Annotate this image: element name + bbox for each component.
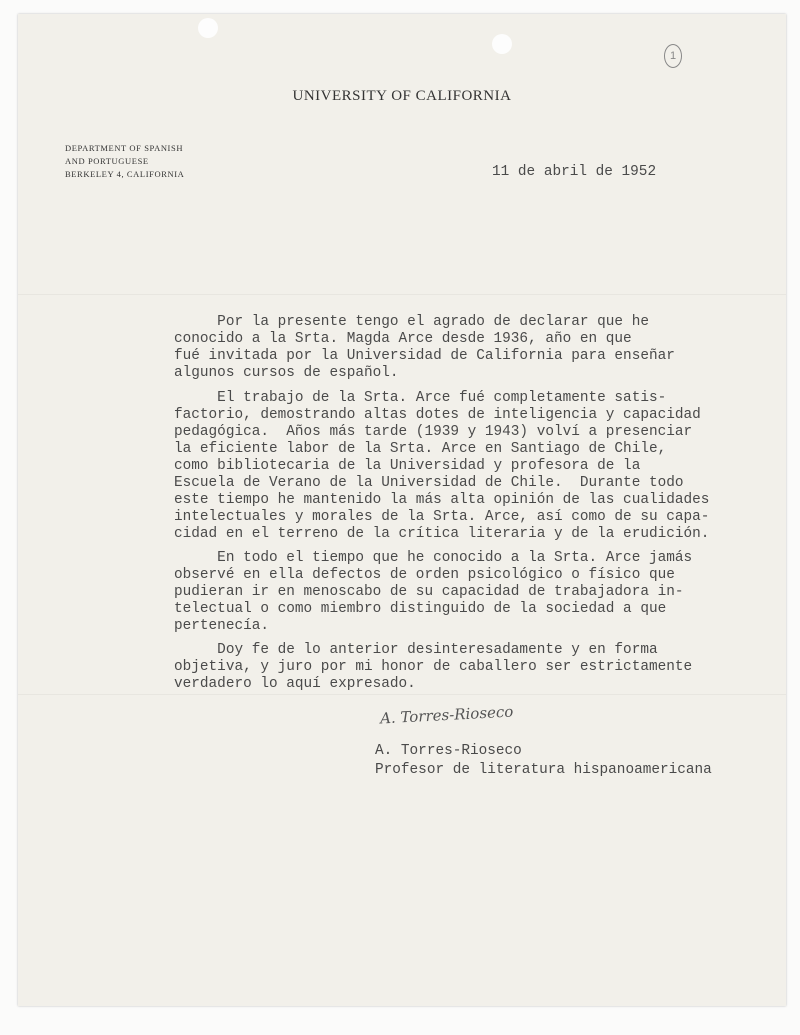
text-line: pedagógica. Años más tarde (1939 y 1943) volví a presenciar — [174, 424, 693, 440]
text-line: como bibliotecaria de la Universidad y profesora de la — [174, 458, 641, 474]
text-line: Doy fe de lo anterior desinteresadamente y en forma — [174, 642, 658, 658]
letterhead-department — [65, 142, 184, 181]
paragraph-3 — [174, 550, 692, 635]
text-line: este tiempo he mantenido la más alta opinión de las cualidades — [174, 492, 710, 508]
letter-page — [18, 14, 786, 1006]
text-line: objetiva, y juro por mi honor de caballero ser estrictamente — [174, 659, 693, 675]
fold-line — [18, 294, 786, 295]
text-line: intelectuales y morales de la Srta. Arce, así como de su capa- — [174, 509, 710, 525]
text-line: la eficiente labor de la Srta. Arce en Santiago de Chile, — [174, 441, 667, 457]
handwritten-signature: A. Torres-Rioseco — [379, 702, 514, 728]
department-line: DEPARTMENT OF SPANISH — [65, 143, 184, 153]
text-line: pertenecía. — [174, 618, 269, 634]
text-line: fué invitada por la Universidad de California para enseñar — [174, 348, 675, 364]
text-line: factorio, demostrando altas dotes de inteligencia y capacidad — [174, 407, 701, 423]
text-line: verdadero lo aquí expresado. — [174, 676, 416, 692]
letterhead-institution: UNIVERSITY OF CALIFORNIA — [292, 88, 512, 104]
text-line: pudieran ir en menoscabo de su capacidad de trabajadora in- — [174, 584, 684, 600]
text-line: El trabajo de la Srta. Arce fué completamente satis- — [174, 390, 667, 406]
text-line: Por la presente tengo el agrado de declarar que he — [174, 314, 649, 330]
department-line: AND PORTUGUESE — [65, 156, 149, 166]
text-line: conocido a la Srta. Magda Arce desde 1936, año en que — [174, 331, 632, 347]
text-line: Escuela de Verano de la Universidad de Chile. Durante todo — [174, 475, 684, 491]
text-line: observé en ella defectos de orden psicológico o físico que — [174, 567, 675, 583]
paragraph-2 — [174, 390, 709, 543]
paragraph-1 — [174, 314, 675, 382]
signer-name: A. Torres-Rioseco — [375, 743, 522, 759]
signature-block — [375, 742, 712, 780]
letter-date: 11 de abril de 1952 — [492, 164, 657, 180]
department-line: BERKELEY 4, CALIFORNIA — [65, 169, 185, 179]
text-line: algunos cursos de español. — [174, 365, 399, 381]
fold-line — [18, 694, 786, 695]
punch-hole — [492, 34, 512, 54]
text-line: En todo el tiempo que he conocido a la Srta. Arce jamás — [174, 550, 693, 566]
text-line: cidad en el terreno de la crítica literaria y de la erudición. — [174, 526, 710, 542]
paragraph-4 — [174, 642, 692, 693]
archive-number-mark: 1 — [664, 44, 682, 68]
signer-title: Profesor de literatura hispanoamericana — [375, 762, 712, 778]
punch-hole — [198, 18, 218, 38]
text-line: telectual o como miembro distinguido de la sociedad a que — [174, 601, 667, 617]
